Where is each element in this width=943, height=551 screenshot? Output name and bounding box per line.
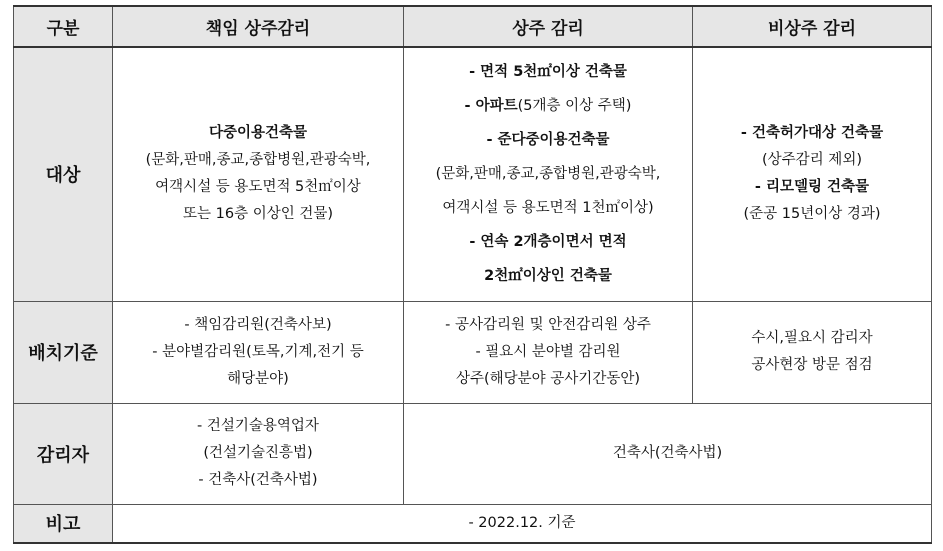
- placement-resident-line: 상주(해당분야 공사기간동안): [455, 370, 640, 387]
- supervisor-responsible-cell: [113, 403, 404, 504]
- row-label-remark: 비고: [14, 504, 113, 543]
- supervision-table: [13, 5, 932, 544]
- target-responsible-line: (문화,판매,종교,종합병원,관광숙박,: [145, 152, 371, 169]
- row-label-supervisor: 감리자: [14, 403, 113, 504]
- target-nonresident-line: (상주감리 제외): [762, 152, 862, 169]
- placement-nonresident-line: 수시,필요시 감리자: [751, 330, 873, 346]
- apartment-label: - 아파트: [464, 98, 518, 115]
- header-responsible-resident: 책임 상주감리: [113, 6, 404, 47]
- target-row: [14, 47, 932, 301]
- placement-responsible-cell: [113, 301, 404, 403]
- header-category: 구분: [14, 6, 113, 47]
- target-responsible-title: 다중이용건축물: [208, 125, 308, 142]
- supervisor-row: [14, 403, 932, 504]
- header-resident: 상주 감리: [404, 6, 693, 47]
- remark-row: [14, 504, 932, 543]
- placement-resident-line: - 필요시 분야별 감리원: [475, 343, 621, 360]
- target-nonresident-line: - 건축허가대상 건축물: [740, 125, 884, 142]
- placement-nonresident-line: 공사현장 방문 점검: [751, 357, 873, 373]
- apartment-note: (5개층 이상 주택): [517, 98, 632, 115]
- header-row: [14, 6, 932, 47]
- supervisor-others-cell: 건축사(건축사법): [404, 403, 932, 504]
- target-resident-apartment-line: [410, 89, 686, 123]
- remark-value-cell: - 2022.12. 기준: [113, 504, 932, 543]
- target-nonresident-line: (준공 15년이상 경과): [743, 206, 881, 223]
- target-resident-line: - 준다중이용건축물: [486, 132, 610, 149]
- row-label-target: 대상: [14, 47, 113, 301]
- target-resident-line: 2천㎡이상인 건축물: [484, 268, 612, 285]
- placement-resident-cell: [404, 301, 693, 403]
- supervisor-responsible-line: (건설기술진흥법): [203, 445, 313, 461]
- placement-resident-line: - 공사감리원 및 안전감리원 상주: [445, 316, 651, 333]
- supervisor-responsible-line: - 건설기술용역업자: [197, 418, 319, 434]
- placement-responsible-line: - 책임감리원(건축사보): [184, 316, 332, 333]
- target-resident-line: - 면적 5천㎡이상 건축물: [469, 64, 627, 81]
- supervisor-responsible-line: - 건축사(건축사법): [198, 472, 318, 488]
- placement-responsible-line: - 분야별감리원(토목,기계,전기 등: [152, 343, 364, 360]
- target-resident-line: (문화,판매,종교,종합병원,관광숙박,: [435, 166, 661, 183]
- target-responsible-line: 또는 16층 이상인 건물): [183, 206, 333, 223]
- row-label-placement: 배치기준: [14, 301, 113, 403]
- placement-responsible-line: 해당분야): [227, 370, 289, 387]
- target-nonresident-line: - 리모델링 건축물: [754, 179, 870, 196]
- target-responsible-cell: [113, 47, 404, 301]
- target-resident-line: 여객시설 등 용도면적 1천㎡이상): [442, 200, 654, 217]
- placement-non-resident-cell: [693, 301, 932, 403]
- target-resident-cell: [404, 47, 693, 301]
- target-responsible-line: 여객시설 등 용도면적 5천㎡이상: [155, 179, 361, 196]
- placement-row: [14, 301, 932, 403]
- target-non-resident-cell: [693, 47, 932, 301]
- target-resident-line: - 연속 2개층이면서 면적: [469, 234, 627, 251]
- header-non-resident: 비상주 감리: [693, 6, 932, 47]
